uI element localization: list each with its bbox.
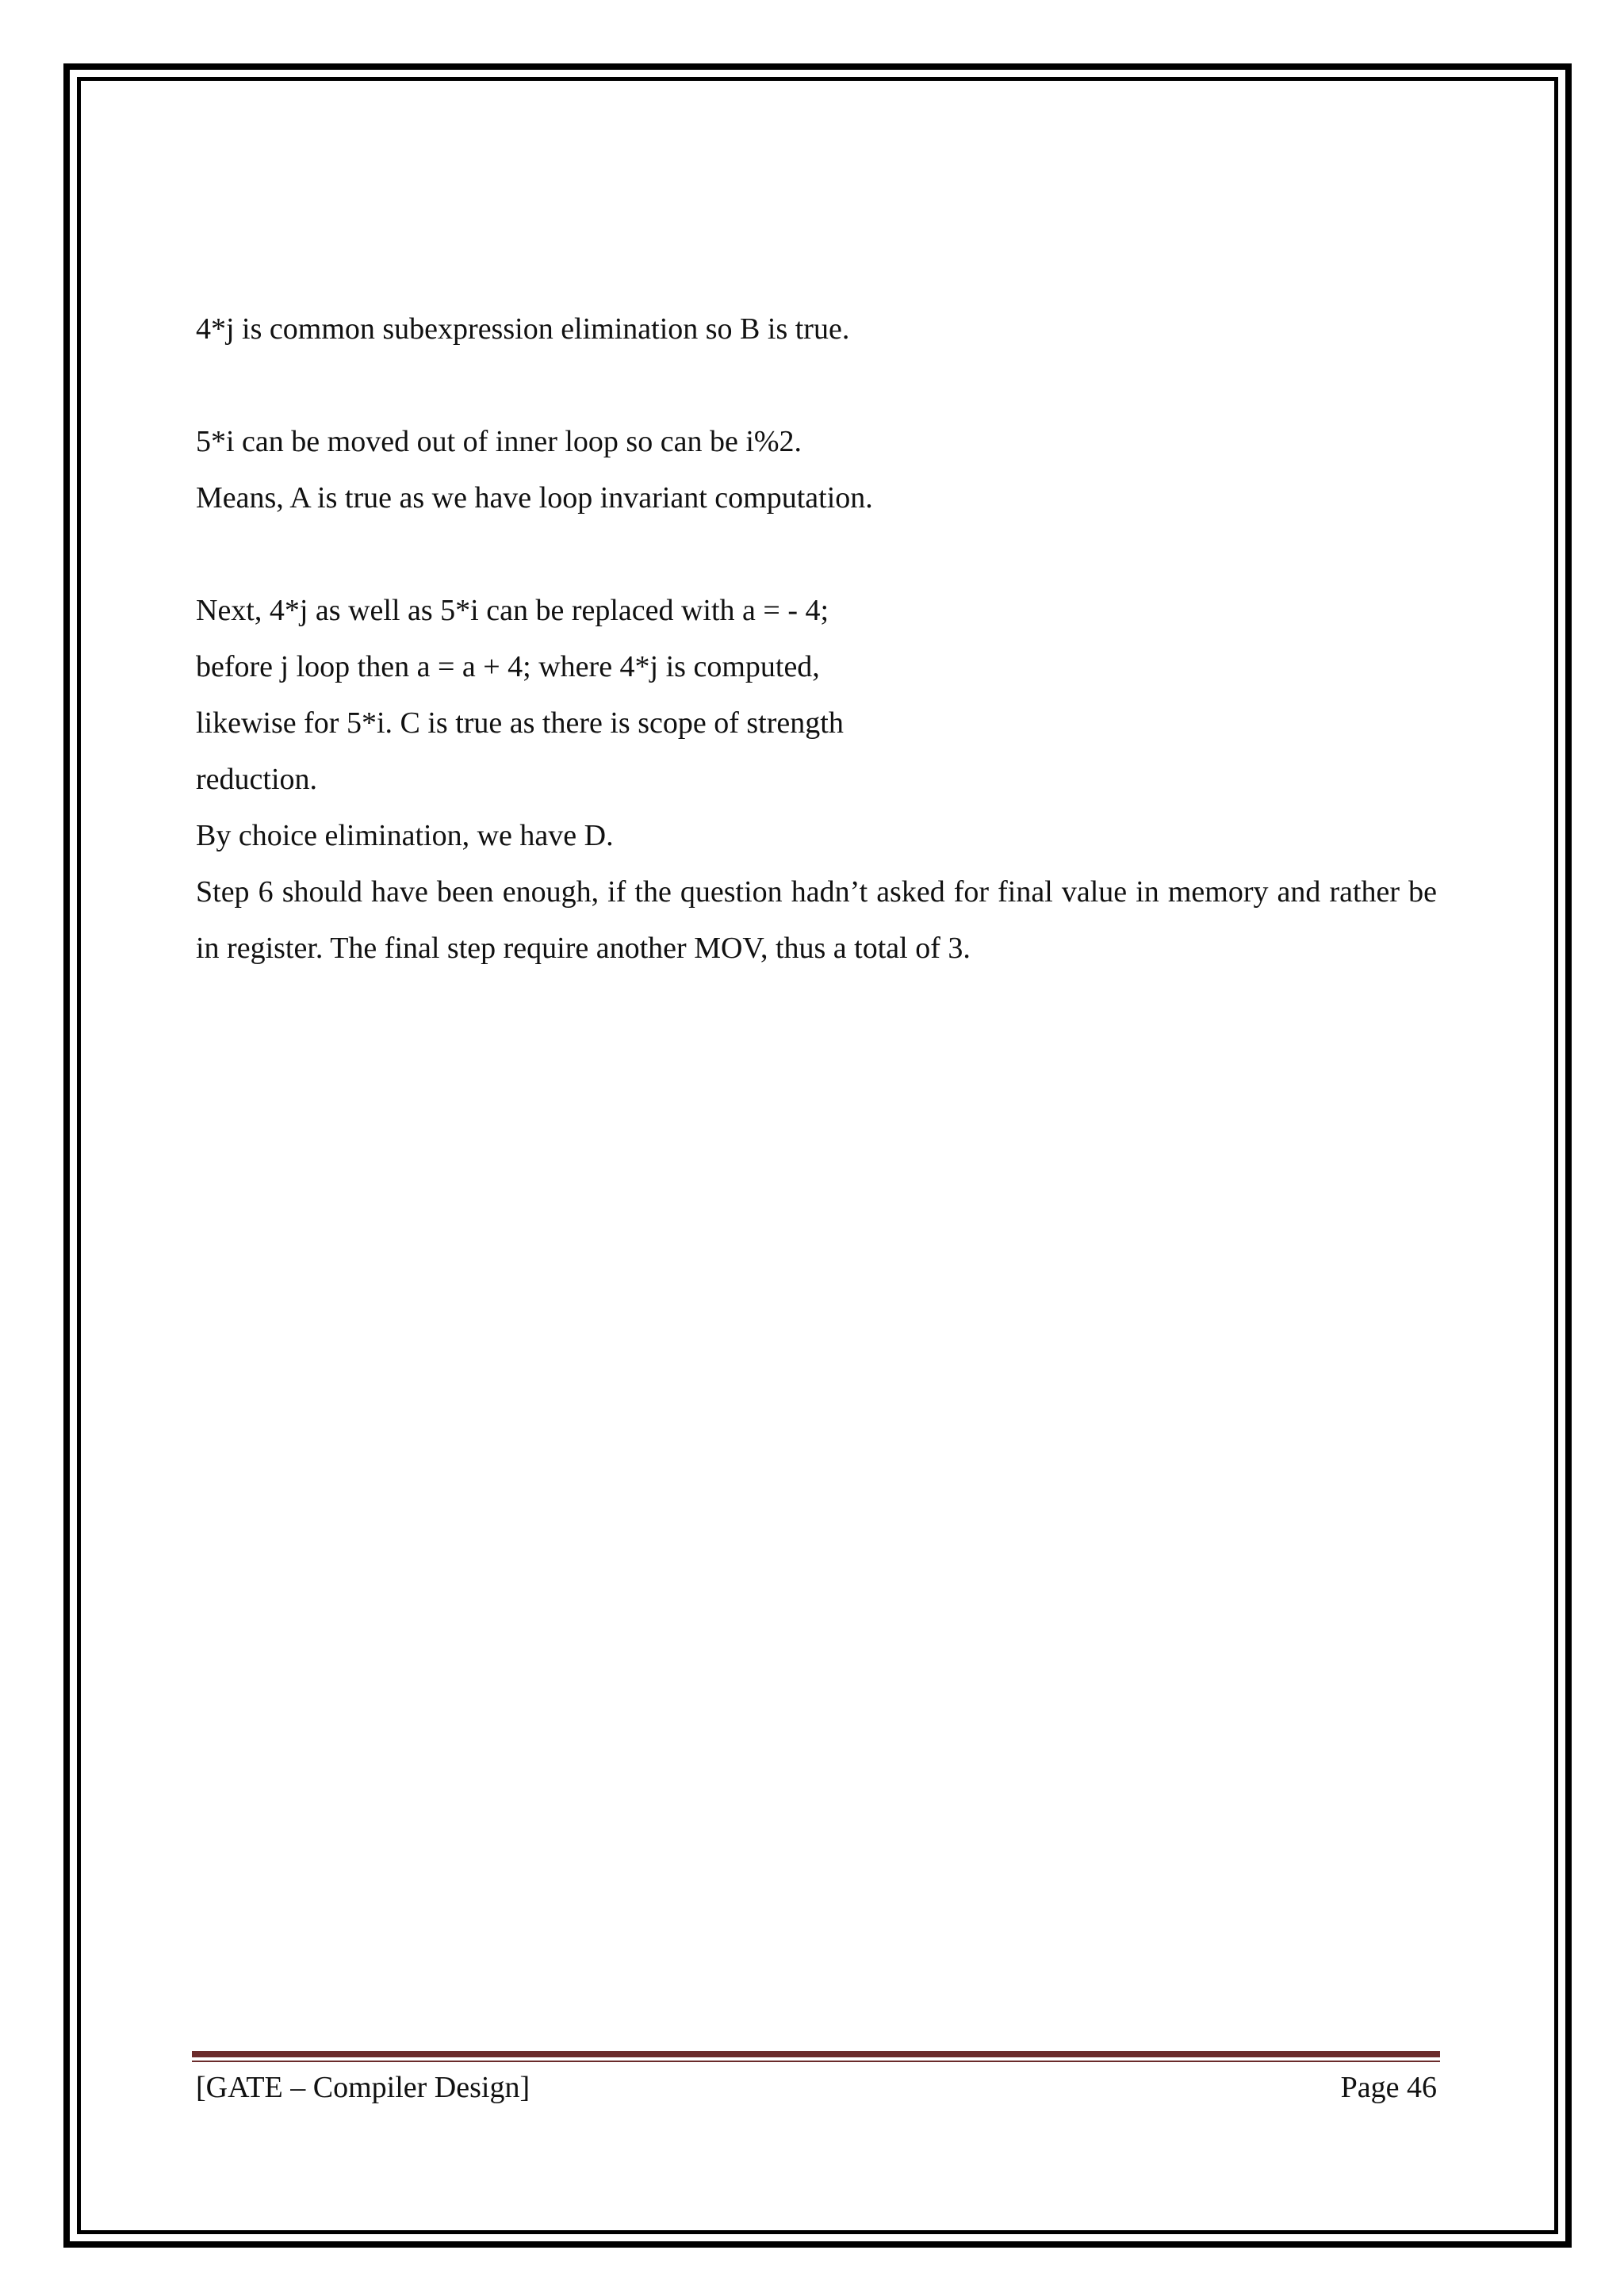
text-line: Next, 4*j as well as 5*i can be replaced with a = - 4; <box>196 594 829 627</box>
text-line: before j loop then a = a + 4; where 4*j is computed, <box>196 650 820 683</box>
text-line: reduction. <box>196 763 318 796</box>
footer-title: [GATE – Compiler Design] <box>196 2071 530 2104</box>
text-line: 5*i can be moved out of inner loop so can be i%2. <box>196 425 802 458</box>
text-paragraph: Step 6 should have been enough, if the question hadn’t asked for final value in memory and rather be in register. The final step require another MOV, thus a total of 3. <box>196 875 1437 965</box>
page-content <box>196 301 1437 977</box>
text-line: Means, A is true as we have loop invariant computation. <box>196 481 873 515</box>
text-line: By choice elimination, we have D. <box>196 819 614 852</box>
footer-rule-thin <box>192 2061 1440 2062</box>
page-number: Page 46 <box>1340 2071 1437 2104</box>
text-line: 4*j is common subexpression elimination so B is true. <box>196 312 850 346</box>
footer-rule <box>192 2051 1440 2057</box>
paragraph-gap <box>196 526 1437 583</box>
text-line: likewise for 5*i. C is true as there is scope of strength <box>196 706 844 740</box>
paragraph-gap <box>196 358 1437 414</box>
